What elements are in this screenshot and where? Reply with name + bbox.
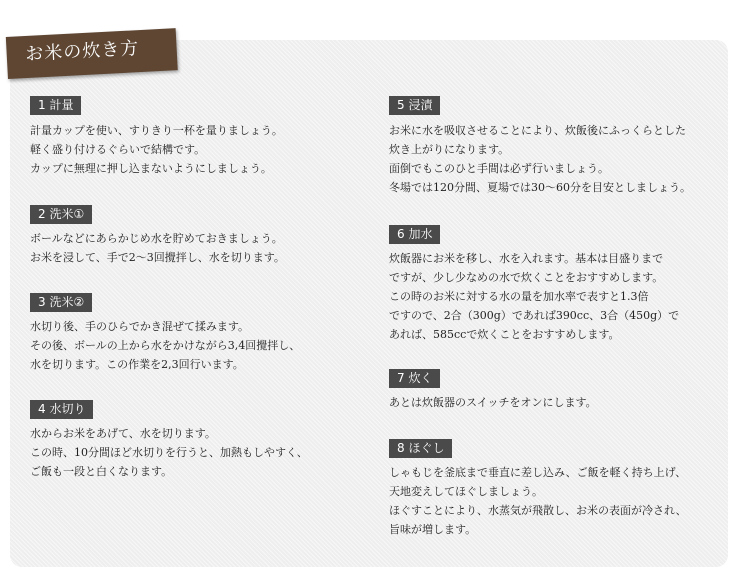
step-text-line: その後、ボールの上から水をかけながら3,4回攪拌し、 xyxy=(30,339,301,352)
step-description xyxy=(30,424,308,481)
step-text-line: 面倒でもこのひと手間は必ず行いましょう。 xyxy=(389,162,609,175)
step-text-line: 天地変えしてほぐしましょう。 xyxy=(389,485,543,498)
step-text-line: ですので、2合（300g）であれば390cc、3合（450g）で xyxy=(389,309,680,322)
step-text-line: 水切り後、手のひらでかき混ぜて揉みます。 xyxy=(30,320,250,333)
step-label: 8 ほぐし xyxy=(389,439,452,458)
step-cook xyxy=(389,367,597,412)
step-text-line: ですが、少し少なめの水で炊くことをおすすめします。 xyxy=(389,271,664,284)
step-description xyxy=(30,121,283,178)
step-text-line: あとは炊飯器のスイッチをオンにします。 xyxy=(389,396,597,409)
step-description xyxy=(389,121,691,197)
step-label: 2 洗米① xyxy=(30,205,92,224)
step-description xyxy=(389,249,679,344)
step-text-line: お米に水を吸収させることにより、炊飯後にふっくらとした xyxy=(389,124,686,137)
step-description xyxy=(389,463,687,539)
step-text-line: この時のお米に対する水の量を加水率で表すと1.3倍 xyxy=(389,290,649,303)
step-text-line: 旨味が増します。 xyxy=(389,523,477,536)
step-text-line: ほぐすことにより、水蒸気が飛散し、お米の表面が冷され、 xyxy=(389,504,687,517)
step-label: 7 炊く xyxy=(389,369,440,388)
step-text-line: カップに無理に押し込まないようにしましょう。 xyxy=(30,162,272,175)
step-label: 1 計量 xyxy=(30,96,81,115)
step-text-line: 水からお米をあげて、水を切ります。 xyxy=(30,427,216,440)
step-text-line: 計量カップを使い、すりきり一杯を量りましょう。 xyxy=(30,124,283,137)
step-description xyxy=(30,229,285,267)
step-text-line: ご飯も一段と白くなります。 xyxy=(30,465,173,478)
step-text-line: 水を切ります。この作業を2,3回行います。 xyxy=(30,358,244,371)
step-description xyxy=(389,393,597,412)
step-description xyxy=(30,317,300,374)
step-text-line: 軽く盛り付けるぐらいで結構です。 xyxy=(30,143,206,156)
step-label: 4 水切り xyxy=(30,400,93,419)
step-drain xyxy=(30,398,308,481)
step-measure xyxy=(30,94,283,178)
step-text-line: お米を浸して、手で2～3回攪拌し、水を切ります。 xyxy=(30,251,285,264)
step-label: 3 洗米② xyxy=(30,293,92,312)
step-label: 6 加水 xyxy=(389,225,440,244)
step-text-line: しゃもじを釜底まで垂直に差し込み、ご飯を軽く持ち上げ、 xyxy=(389,466,687,479)
step-text-line: この時、10分間ほど水切りを行うと、加熱もしやすく、 xyxy=(30,446,308,459)
step-text-line: 炊き上がりになります。 xyxy=(389,143,510,156)
step-text-line: ボールなどにあらかじめ水を貯めておきましょう。 xyxy=(30,232,283,245)
step-label: 5 浸漬 xyxy=(389,96,440,115)
step-text-line: 炊飯器にお米を移し、水を入れます。基本は目盛りまで xyxy=(389,252,664,265)
step-text-line: あれば、585ccで炊くことをおすすめします。 xyxy=(389,328,620,341)
step-wash-2 xyxy=(30,291,300,374)
step-wash-1 xyxy=(30,203,285,267)
page-title: お米の炊き方 xyxy=(24,38,140,66)
step-add-water xyxy=(389,223,679,344)
step-soak xyxy=(389,94,691,197)
step-loosen xyxy=(389,437,687,539)
step-text-line: 冬場では120分間、夏場では30～60分を目安としましょう。 xyxy=(389,181,691,194)
